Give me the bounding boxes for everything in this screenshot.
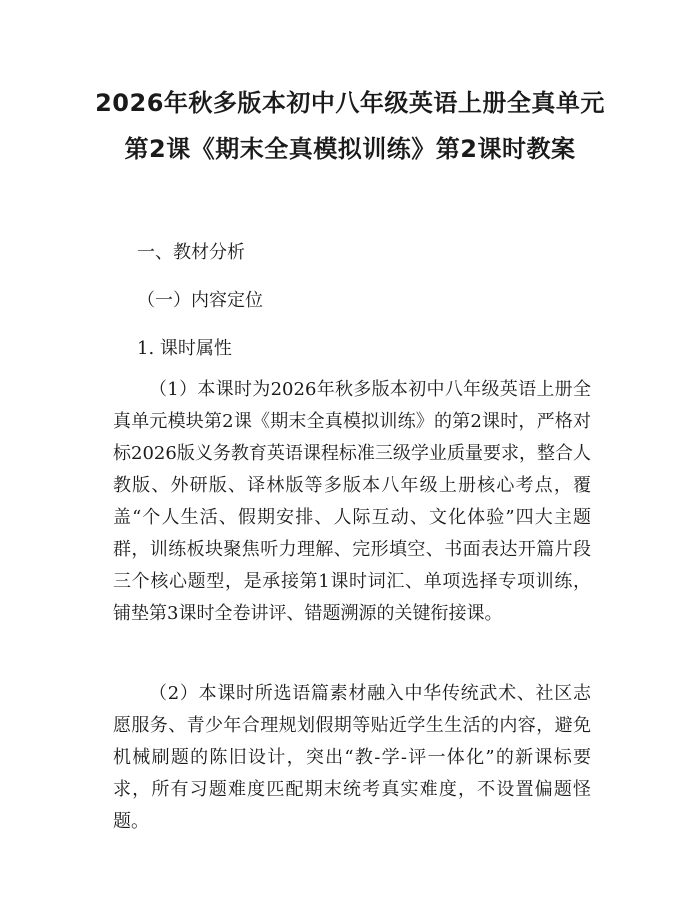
subsection-heading: （一）内容定位 [137,290,263,311]
body-paragraph-1: （1）本课时为2026年秋多版本初中八年级英语上册全真单元模块第2课《期末全真模拟训练》的第2课时，严格对标2026版义务教育英语课程标准三级学业质量要求，整合人教版、外研版、译林版等多版本八年级上册核心考点，覆盖“个人生活、假期安排、人际互动、文化体验”四大主题群，训练板块聚焦听力理解、完形填空、书面表达开篇片段三个核心题型，是承接第1课时词汇、单项选择专项训练，铺垫第3课时全卷讲评、错题溯源的关键衔接课。 [113,379,591,624]
body-paragraph-2: （2）本课时所选语篇素材融入中华传统武术、社区志愿服务、青少年合理规划假期等贴近学生生活的内容，避免机械刷题的陈旧设计，突出“教-学-评一体化”的新课标要求，所有习题难度匹配期末统考真实难度，不设置偏题怪题。 [113,683,591,832]
item-heading: 1. 课时属性 [137,338,232,359]
section-heading: 一、教材分析 [137,242,245,263]
document-title: 2026年秋多版本初中八年级英语上册全真单元第2课《期末全真模拟训练》第2课时教案 [95,89,605,163]
